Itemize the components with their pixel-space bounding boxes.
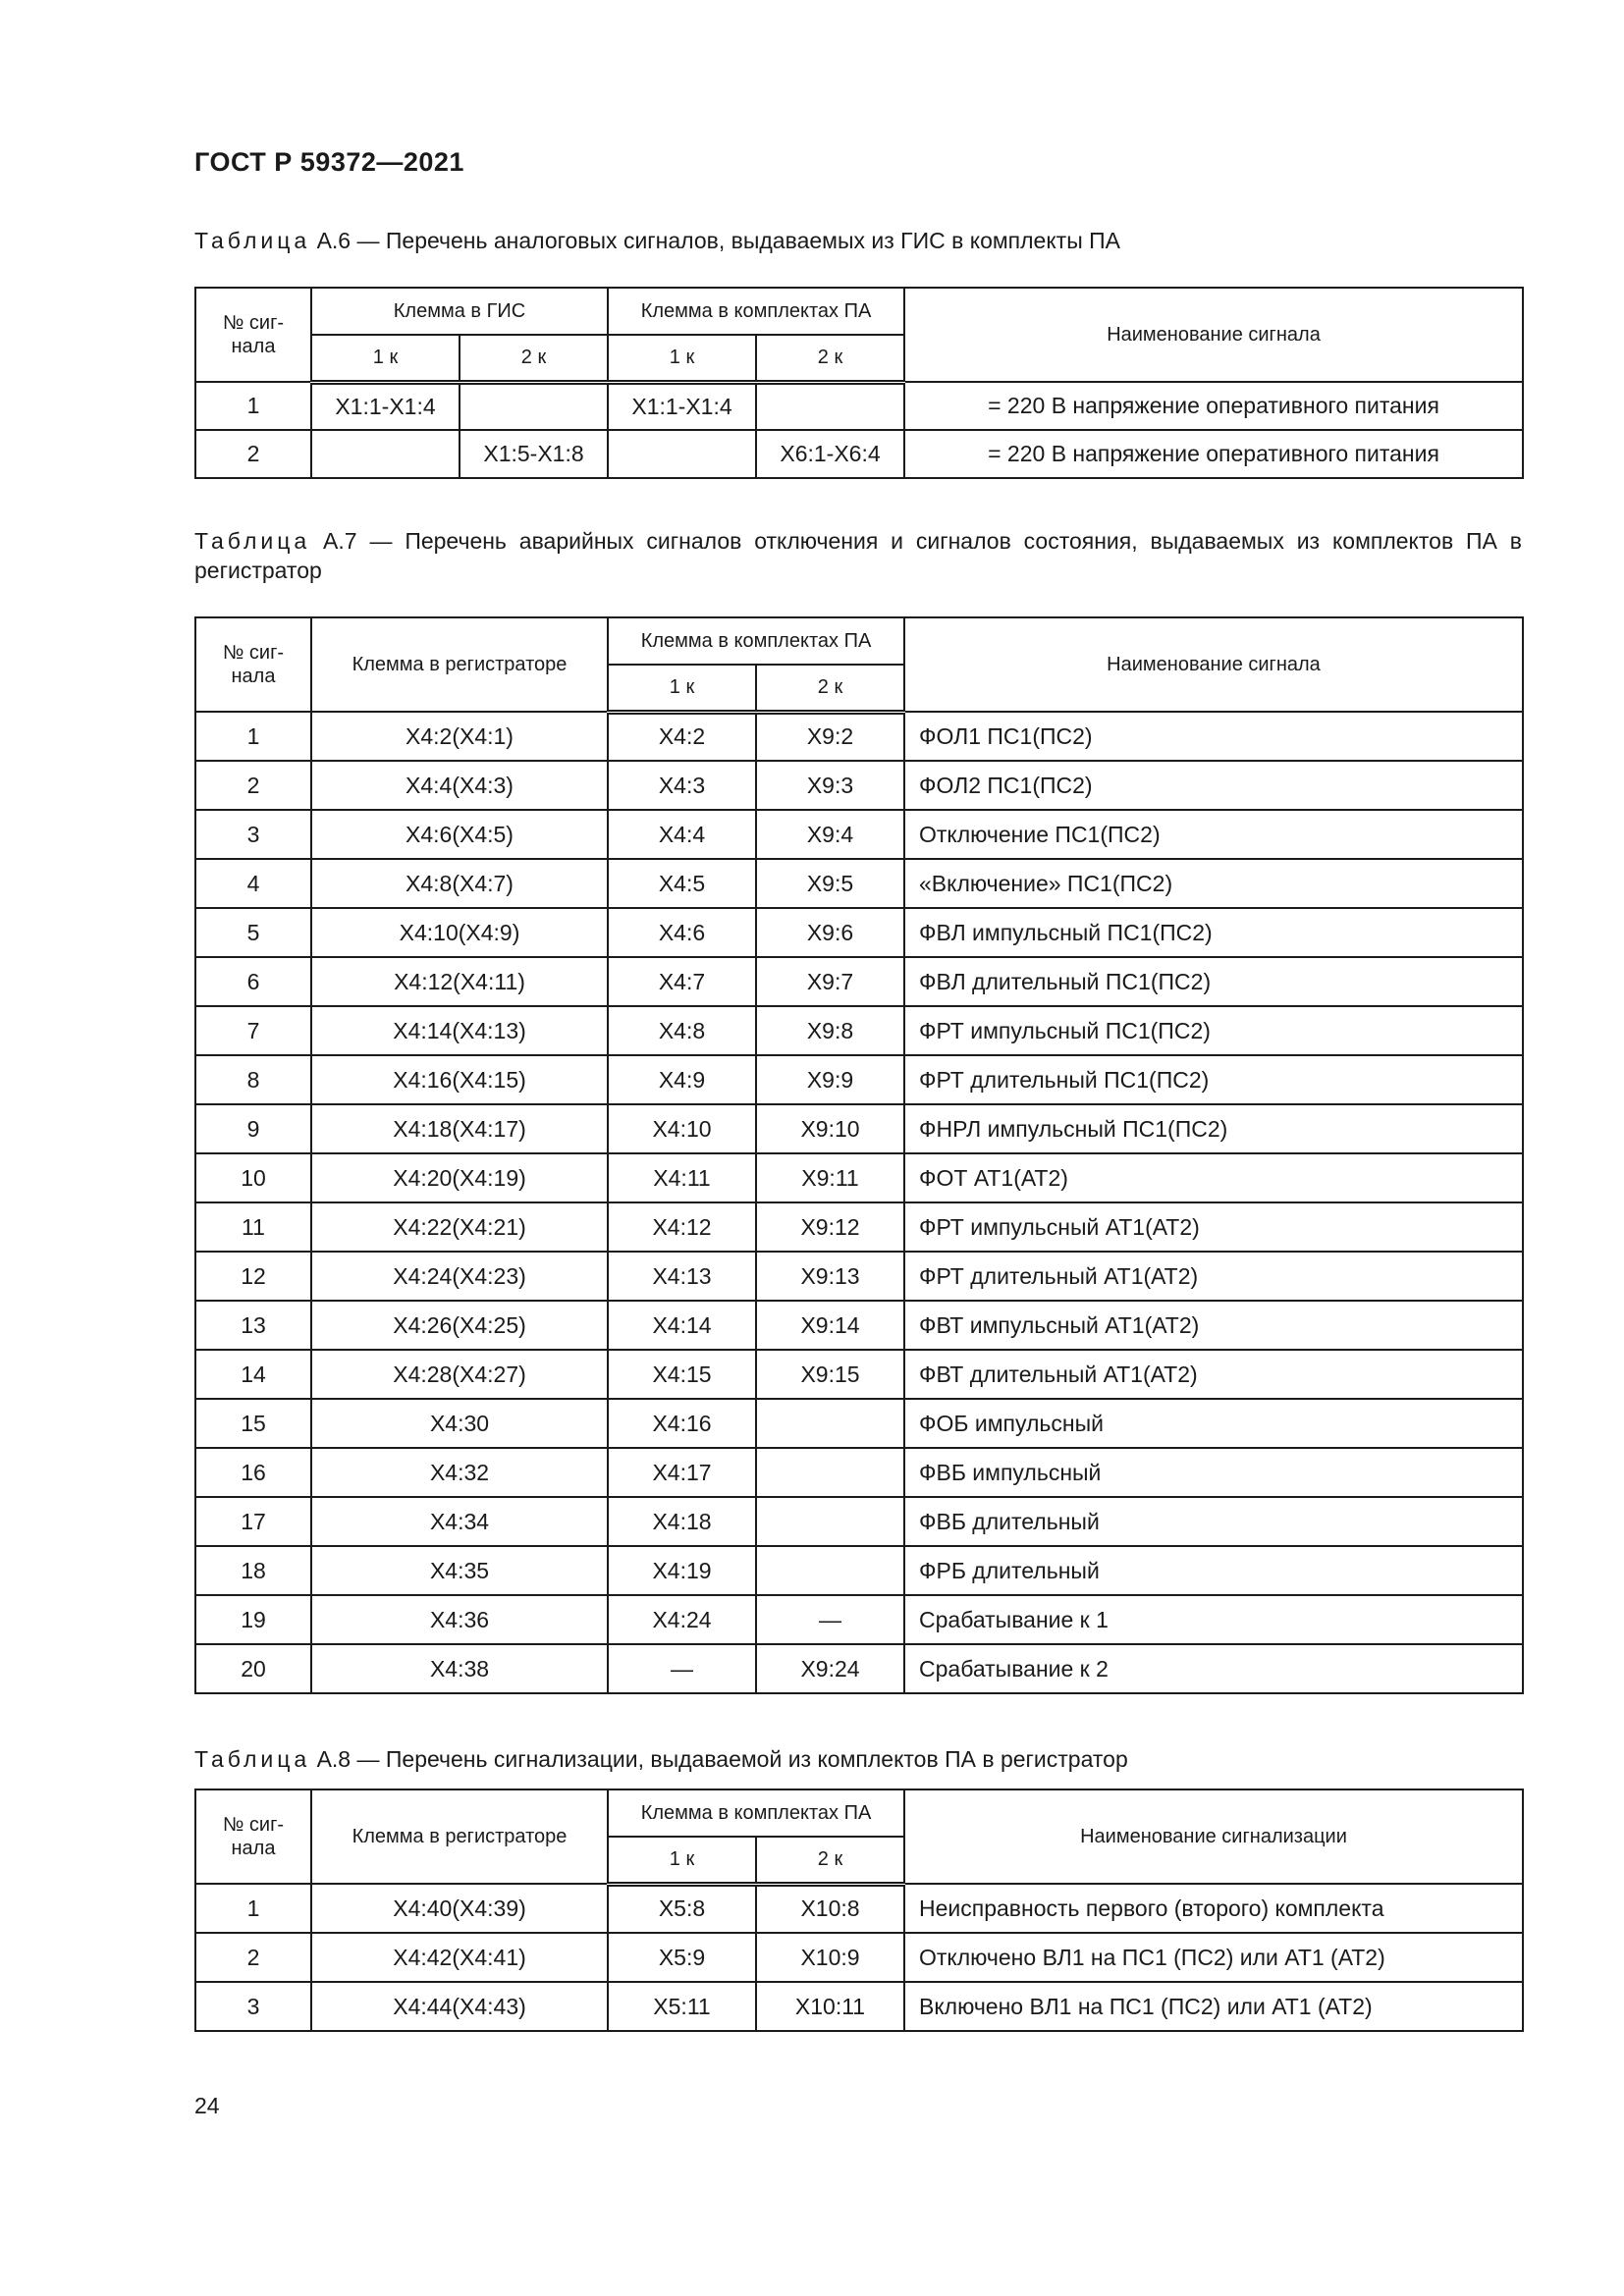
cell-signal-number: 10: [195, 1153, 311, 1202]
cell-pa-k2: X9:24: [756, 1644, 904, 1693]
caption-label: Таблица: [194, 528, 311, 554]
cell-recorder-terminal: X4:30: [311, 1399, 608, 1448]
table-row: [195, 1644, 1523, 1693]
cell-pa-k1: X4:4: [608, 810, 756, 859]
cell-recorder-terminal: X4:4(X4:3): [311, 761, 608, 810]
cell-recorder-terminal: X4:32: [311, 1448, 608, 1497]
table-row: [195, 1884, 1523, 1933]
cell-gis-k2: [460, 382, 608, 430]
cell-pa-k1: X5:9: [608, 1933, 756, 1982]
cell-signal-name: ФВБ длительный: [904, 1497, 1523, 1546]
cell-pa-k2: X9:10: [756, 1104, 904, 1153]
cell-signal-number: 11: [195, 1202, 311, 1252]
cell-signal-number: 17: [195, 1497, 311, 1546]
cell-pa-k2: X10:11: [756, 1982, 904, 2031]
cell-signal-number: 5: [195, 908, 311, 957]
table-row: [195, 1448, 1523, 1497]
table-row: [195, 1202, 1523, 1252]
cell-signal-number: 7: [195, 1006, 311, 1055]
cell-recorder-terminal: X4:38: [311, 1644, 608, 1693]
cell-gis-k2: X1:5-X1:8: [460, 430, 608, 478]
cell-pa-k1: X4:19: [608, 1546, 756, 1595]
cell-recorder-terminal: X4:16(X4:15): [311, 1055, 608, 1104]
cell-signal-number: 6: [195, 957, 311, 1006]
cell-pa-k2: —: [756, 1595, 904, 1644]
cell-signaling-name: Неисправность первого (второго) комплекта: [904, 1884, 1523, 1933]
cell-pa-k2: [756, 382, 904, 430]
table-a7-caption: [194, 526, 1522, 585]
cell-signal-name: ФРБ длительный: [904, 1546, 1523, 1595]
table-a8-caption: [194, 1744, 1522, 1774]
cell-pa-k2: X10:9: [756, 1933, 904, 1982]
table-row: [195, 1546, 1523, 1595]
cell-pa-k2: X9:6: [756, 908, 904, 957]
table-a6-caption: [194, 226, 1522, 255]
header-signal-number: № сиг-нала: [195, 617, 311, 712]
cell-signal-name: ФВБ импульсный: [904, 1448, 1523, 1497]
table-row: [195, 430, 1523, 478]
cell-pa-k1: [608, 430, 756, 478]
cell-pa-k2: X6:1-X6:4: [756, 430, 904, 478]
cell-signal-number: 8: [195, 1055, 311, 1104]
cell-signal-name: Отключение ПС1(ПС2): [904, 810, 1523, 859]
header-signal-name: Наименование сигнала: [904, 288, 1523, 382]
cell-signal-number: 18: [195, 1546, 311, 1595]
header-pa-k1: 1 к: [608, 335, 756, 382]
table-row: [195, 1399, 1523, 1448]
cell-signal-number: 20: [195, 1644, 311, 1693]
table-row: [195, 1104, 1523, 1153]
cell-signal-number: 9: [195, 1104, 311, 1153]
caption-text: А.7 — Перечень аварийных сигналов отключения и сигналов состояния, выдаваемых из комплектов ПА в регистратор: [194, 528, 1522, 583]
cell-pa-k2: [756, 1448, 904, 1497]
cell-pa-k1: X5:8: [608, 1884, 756, 1933]
cell-pa-k2: X9:3: [756, 761, 904, 810]
cell-signal-name: ФРТ длительный АТ1(АТ2): [904, 1252, 1523, 1301]
cell-signal-number: 12: [195, 1252, 311, 1301]
cell-pa-k2: X9:12: [756, 1202, 904, 1252]
cell-recorder-terminal: X4:40(X4:39): [311, 1884, 608, 1933]
header-pa-k2: 2 к: [756, 1837, 904, 1884]
cell-signal-name: ФВТ длительный АТ1(АТ2): [904, 1350, 1523, 1399]
table-a8: [194, 1789, 1524, 2032]
cell-pa-k1: X4:9: [608, 1055, 756, 1104]
cell-pa-k1: X4:15: [608, 1350, 756, 1399]
header-pa-terminal: Клемма в комплектах ПА: [608, 1789, 904, 1837]
cell-pa-k2: X9:13: [756, 1252, 904, 1301]
cell-signaling-name: Отключено ВЛ1 на ПС1 (ПС2) или АТ1 (АТ2): [904, 1933, 1523, 1982]
cell-signal-number: 1: [195, 382, 311, 430]
header-gis-k2: 2 к: [460, 335, 608, 382]
cell-signal-name: = 220 В напряжение оперативного питания: [904, 430, 1523, 478]
cell-signal-number: 4: [195, 859, 311, 908]
header-pa-terminal: Клемма в комплектах ПА: [608, 617, 904, 665]
cell-signal-number: 19: [195, 1595, 311, 1644]
table-row: [195, 712, 1523, 761]
cell-signal-number: 3: [195, 1982, 311, 2031]
cell-signaling-name: Включено ВЛ1 на ПС1 (ПС2) или АТ1 (АТ2): [904, 1982, 1523, 2031]
caption-text: А.6 — Перечень аналоговых сигналов, выдаваемых из ГИС в комплекты ПА: [310, 228, 1120, 253]
cell-pa-k1: X4:12: [608, 1202, 756, 1252]
cell-pa-k2: X9:5: [756, 859, 904, 908]
cell-signal-name: ФОБ импульсный: [904, 1399, 1523, 1448]
cell-signal-name: Срабатывание к 2: [904, 1644, 1523, 1693]
table-a7: [194, 616, 1524, 1694]
table-row: [195, 1055, 1523, 1104]
cell-pa-k1: X4:3: [608, 761, 756, 810]
cell-signal-number: 13: [195, 1301, 311, 1350]
page-number: 24: [194, 2093, 220, 2118]
cell-signal-name: «Включение» ПС1(ПС2): [904, 859, 1523, 908]
cell-pa-k1: X4:2: [608, 712, 756, 761]
cell-signal-number: 2: [195, 430, 311, 478]
cell-signal-name: ФРТ импульсный ПС1(ПС2): [904, 1006, 1523, 1055]
cell-signal-name: = 220 В напряжение оперативного питания: [904, 382, 1523, 430]
table-a6: [194, 287, 1524, 479]
table-row: [195, 908, 1523, 957]
cell-signal-name: ФОЛ2 ПС1(ПС2): [904, 761, 1523, 810]
cell-recorder-terminal: X4:36: [311, 1595, 608, 1644]
cell-recorder-terminal: X4:34: [311, 1497, 608, 1546]
cell-signal-number: 16: [195, 1448, 311, 1497]
cell-pa-k1: X4:24: [608, 1595, 756, 1644]
caption-text: А.8 — Перечень сигнализации, выдаваемой из комплектов ПА в регистратор: [310, 1746, 1128, 1772]
cell-pa-k1: X4:18: [608, 1497, 756, 1546]
cell-recorder-terminal: X4:14(X4:13): [311, 1006, 608, 1055]
cell-pa-k1: X4:17: [608, 1448, 756, 1497]
cell-signal-name: ФВЛ длительный ПС1(ПС2): [904, 957, 1523, 1006]
header-pa-k2: 2 к: [756, 665, 904, 712]
cell-pa-k1: —: [608, 1644, 756, 1693]
caption-label: Таблица: [194, 1746, 311, 1772]
table-row: [195, 1982, 1523, 2031]
cell-gis-k1: X1:1-X1:4: [311, 382, 460, 430]
header-pa-k1: 1 к: [608, 1837, 756, 1884]
table-row: [195, 1497, 1523, 1546]
cell-recorder-terminal: X4:20(X4:19): [311, 1153, 608, 1202]
table-row: [195, 957, 1523, 1006]
cell-signal-number: 2: [195, 1933, 311, 1982]
table-row: [195, 1252, 1523, 1301]
table-row: [195, 859, 1523, 908]
cell-recorder-terminal: X4:2(X4:1): [311, 712, 608, 761]
cell-pa-k2: [756, 1546, 904, 1595]
cell-recorder-terminal: X4:26(X4:25): [311, 1301, 608, 1350]
cell-pa-k2: X9:14: [756, 1301, 904, 1350]
cell-signal-number: 15: [195, 1399, 311, 1448]
header-pa-terminal: Клемма в комплектах ПА: [608, 288, 904, 335]
cell-pa-k1: X1:1-X1:4: [608, 382, 756, 430]
cell-pa-k1: X4:7: [608, 957, 756, 1006]
cell-signal-name: ФОТ АТ1(АТ2): [904, 1153, 1523, 1202]
cell-recorder-terminal: X4:22(X4:21): [311, 1202, 608, 1252]
header-signal-number: № сиг-нала: [195, 1789, 311, 1884]
cell-recorder-terminal: X4:10(X4:9): [311, 908, 608, 957]
table-row: [195, 1350, 1523, 1399]
cell-pa-k2: X9:11: [756, 1153, 904, 1202]
cell-pa-k2: X9:9: [756, 1055, 904, 1104]
header-recorder-terminal: Клемма в регистраторе: [311, 1789, 608, 1884]
caption-label: Таблица: [194, 228, 311, 253]
header-signaling-name: Наименование сигнализации: [904, 1789, 1523, 1884]
header-signal-number: № сиг-нала: [195, 288, 311, 382]
cell-signal-name: ФВЛ импульсный ПС1(ПС2): [904, 908, 1523, 957]
cell-pa-k1: X4:6: [608, 908, 756, 957]
cell-recorder-terminal: X4:18(X4:17): [311, 1104, 608, 1153]
cell-recorder-terminal: X4:8(X4:7): [311, 859, 608, 908]
cell-recorder-terminal: X4:6(X4:5): [311, 810, 608, 859]
cell-pa-k1: X4:8: [608, 1006, 756, 1055]
header-recorder-terminal: Клемма в регистраторе: [311, 617, 608, 712]
cell-pa-k2: X10:8: [756, 1884, 904, 1933]
cell-signal-name: ФРТ длительный ПС1(ПС2): [904, 1055, 1523, 1104]
cell-signal-name: ФВТ импульсный АТ1(АТ2): [904, 1301, 1523, 1350]
cell-pa-k2: [756, 1497, 904, 1546]
header-pa-k1: 1 к: [608, 665, 756, 712]
document-code: ГОСТ Р 59372—2021: [194, 147, 464, 177]
table-row: [195, 1301, 1523, 1350]
table-row: [195, 382, 1523, 430]
cell-pa-k1: X4:14: [608, 1301, 756, 1350]
cell-signal-name: Срабатывание к 1: [904, 1595, 1523, 1644]
cell-signal-number: 1: [195, 1884, 311, 1933]
table-row: [195, 1595, 1523, 1644]
table-row: [195, 1153, 1523, 1202]
header-gis-terminal: Клемма в ГИС: [311, 288, 608, 335]
cell-signal-number: 14: [195, 1350, 311, 1399]
table-row: [195, 1006, 1523, 1055]
cell-pa-k2: X9:8: [756, 1006, 904, 1055]
cell-recorder-terminal: X4:28(X4:27): [311, 1350, 608, 1399]
cell-pa-k1: X4:16: [608, 1399, 756, 1448]
cell-gis-k1: [311, 430, 460, 478]
cell-pa-k1: X4:5: [608, 859, 756, 908]
cell-pa-k1: X4:11: [608, 1153, 756, 1202]
cell-recorder-terminal: X4:44(X4:43): [311, 1982, 608, 2031]
header-pa-k2: 2 к: [756, 335, 904, 382]
cell-pa-k2: [756, 1399, 904, 1448]
cell-recorder-terminal: X4:35: [311, 1546, 608, 1595]
cell-pa-k1: X4:10: [608, 1104, 756, 1153]
cell-pa-k2: X9:2: [756, 712, 904, 761]
header-signal-name: Наименование сигнала: [904, 617, 1523, 712]
table-row: [195, 810, 1523, 859]
table-row: [195, 1933, 1523, 1982]
cell-signal-name: ФНРЛ импульсный ПС1(ПС2): [904, 1104, 1523, 1153]
cell-recorder-terminal: X4:42(X4:41): [311, 1933, 608, 1982]
cell-signal-name: ФРТ импульсный АТ1(АТ2): [904, 1202, 1523, 1252]
cell-pa-k2: X9:4: [756, 810, 904, 859]
cell-signal-number: 1: [195, 712, 311, 761]
cell-pa-k1: X4:13: [608, 1252, 756, 1301]
cell-pa-k1: X5:11: [608, 1982, 756, 2031]
cell-recorder-terminal: X4:24(X4:23): [311, 1252, 608, 1301]
cell-signal-name: ФОЛ1 ПС1(ПС2): [904, 712, 1523, 761]
cell-recorder-terminal: X4:12(X4:11): [311, 957, 608, 1006]
cell-pa-k2: X9:15: [756, 1350, 904, 1399]
cell-pa-k2: X9:7: [756, 957, 904, 1006]
cell-signal-number: 2: [195, 761, 311, 810]
cell-signal-number: 3: [195, 810, 311, 859]
header-gis-k1: 1 к: [311, 335, 460, 382]
table-row: [195, 761, 1523, 810]
